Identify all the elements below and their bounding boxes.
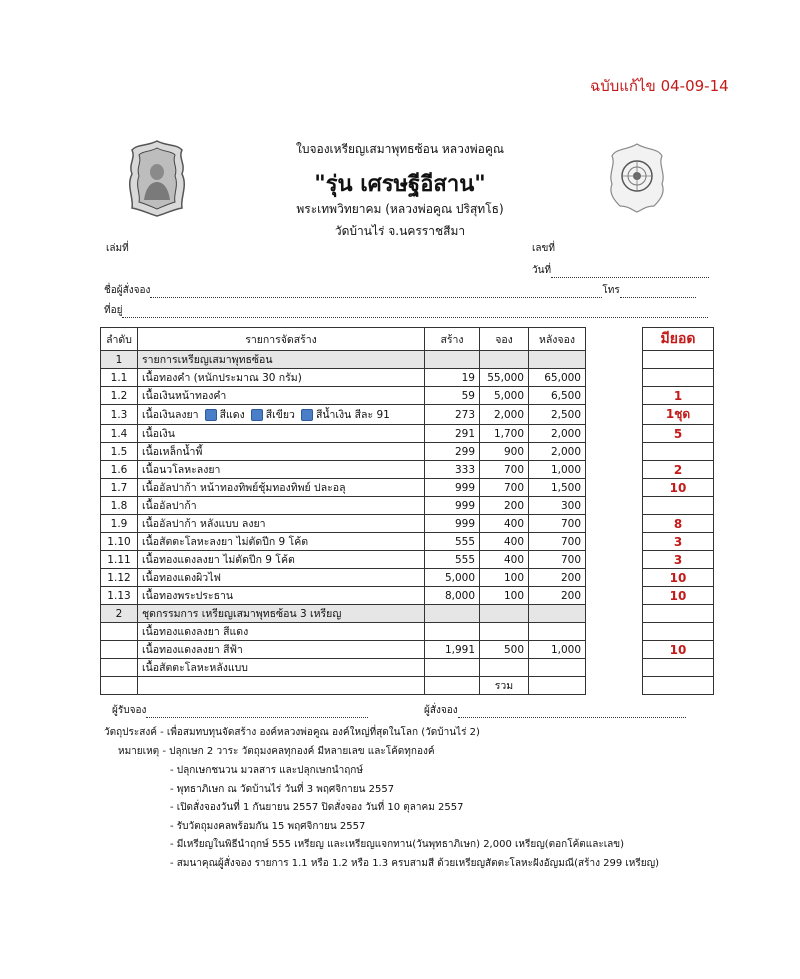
row-book: 1,700 (480, 425, 529, 443)
table-row (101, 479, 714, 497)
table-header-row (101, 328, 714, 351)
table-row (101, 587, 714, 605)
phone-label: โทร (602, 285, 620, 296)
row-number: 1.10 (101, 533, 138, 551)
row-number: 1.4 (101, 425, 138, 443)
row-gap (586, 351, 643, 369)
monk-name: พระเทพวิทยาคม (หลวงพ่อคูณ ปริสุทโธ) (296, 202, 504, 216)
row-after: 65,000 (529, 369, 586, 387)
row-book (480, 605, 529, 623)
row-number: 1.6 (101, 461, 138, 479)
table-row (101, 641, 714, 659)
color-checkbox[interactable] (205, 409, 217, 421)
row-item: เนื้อสัตตะโลหะลงยา ไม่ตัดปีก 9 โค้ต (138, 533, 425, 551)
row-count: 8 (643, 515, 714, 533)
row-book: 400 (480, 515, 529, 533)
row-count (643, 677, 714, 695)
col-header-book: จอง (480, 328, 529, 351)
col-header-no: ลำดับ (101, 328, 138, 351)
form-title: ใบจองเหรียญเสมาพุทธซ้อน หลวงพ่อคูณ (295, 142, 504, 156)
row-make (425, 351, 480, 369)
row-number: 1.9 (101, 515, 138, 533)
row-item: ชุดกรรมการ เหรียญเสมาพุทธซ้อน 3 เหรียญ (138, 605, 425, 623)
row-item: เนื้อทองแดงผิวไฟ (138, 569, 425, 587)
row-gap (586, 479, 643, 497)
row-item: เนื้อทองแดงลงยา สีฟ้า (138, 641, 425, 659)
row-item: เนื้อเงินหน้าทองคำ (138, 387, 425, 405)
row-number: 1.3 (101, 405, 138, 425)
name-field[interactable] (104, 283, 696, 298)
series-title: "รุ่น เศรษฐีอีสาน" (314, 172, 486, 197)
row-count: 10 (643, 641, 714, 659)
row-gap (586, 369, 643, 387)
row-after (529, 623, 586, 641)
row-after: 1,500 (529, 479, 586, 497)
row-item: เนื้ออัลปาก้า หน้าทองทิพย์ชุ้มทองทิพย์ ปละอลุ (138, 479, 425, 497)
row-number: 2 (101, 605, 138, 623)
row-book: 200 (480, 497, 529, 515)
note-item: - ปลุกเษกชนวน มวลสาร และปลุกเษกนำฤกษ์ (170, 765, 363, 776)
row-count: 5 (643, 425, 714, 443)
row-count (643, 605, 714, 623)
table-row (101, 387, 714, 405)
row-make: 5,000 (425, 569, 480, 587)
row-make: 555 (425, 533, 480, 551)
row-count: 1 (643, 387, 714, 405)
row-make: 999 (425, 515, 480, 533)
row-count: 1ชุด (643, 405, 714, 425)
row-gap (586, 425, 643, 443)
table-row (101, 623, 714, 641)
row-make (425, 659, 480, 677)
row-book: 2,000 (480, 405, 529, 425)
row-number: 1.8 (101, 497, 138, 515)
row-book: 100 (480, 587, 529, 605)
row-count: 2 (643, 461, 714, 479)
row-count: 10 (643, 479, 714, 497)
col-header-after: หลังจอง (529, 328, 586, 351)
book-field[interactable] (106, 241, 129, 256)
table-row (101, 605, 714, 623)
row-book: 100 (480, 569, 529, 587)
color-option-label: สีแดง (219, 409, 245, 421)
row-after: 200 (529, 569, 586, 587)
row-make: 273 (425, 405, 480, 425)
row-gap (586, 569, 643, 587)
date-label: วันที่ (532, 265, 552, 276)
row-make: 299 (425, 443, 480, 461)
row-after: 300 (529, 497, 586, 515)
row-book: 5,000 (480, 387, 529, 405)
table-row (101, 533, 714, 551)
row-item: รายการเหรียญเสมาพุทธซ้อน (138, 351, 425, 369)
row-book: 500 (480, 641, 529, 659)
row-gap (586, 551, 643, 569)
row-make: 291 (425, 425, 480, 443)
table-row (101, 405, 714, 425)
row-make (425, 677, 480, 695)
row-book: 400 (480, 533, 529, 551)
note-item: - สมนาคุณผู้สั่งจอง รายการ 1.1 หรือ 1.2 หรือ 1.3 ครบสามสี ด้วยเหรียญสัตตะโลหะฝังอัญมณี(สร้าง 299 เหรียญ) (170, 857, 660, 869)
row-after: 700 (529, 515, 586, 533)
table-row (101, 677, 714, 695)
row-after (529, 605, 586, 623)
row-count: 3 (643, 551, 714, 569)
row-number: 1.5 (101, 443, 138, 461)
row-gap (586, 443, 643, 461)
color-checkbox[interactable] (251, 409, 263, 421)
row-item: เนื้อสัตตะโลหะหลังแบบ (138, 659, 425, 677)
note-item: - พุทธาภิเษก ณ วัดบ้านไร่ วันที่ 3 พฤศจิกายน 2557 (170, 783, 395, 795)
row-after: 200 (529, 587, 586, 605)
revision-stamp: ฉบับแก้ไข 04-09-14 (590, 77, 729, 95)
row-item: เนื้อทองพระประธาน (138, 587, 425, 605)
row-make: 8,000 (425, 587, 480, 605)
row-after: 2,000 (529, 443, 586, 461)
receiver-signature[interactable] (112, 703, 368, 718)
row-count (643, 369, 714, 387)
row-gap (586, 387, 643, 405)
row-gap (586, 659, 643, 677)
date-field[interactable] (532, 263, 709, 278)
col-header-make: สร้าง (425, 328, 480, 351)
row-make (425, 605, 480, 623)
row-book: 700 (480, 479, 529, 497)
row-number: 1.7 (101, 479, 138, 497)
row-number: 1.11 (101, 551, 138, 569)
row-item: เนื้อทองแดงลงยา สีแดง (138, 623, 425, 641)
note-item: - มีเหรียญในพิธีนำฤกษ์ 555 เหรียญ และเหรียญแจกทาน(วันพุทธาภิเษก) 2,000 เหรียญ(ตอกโค้ตและเลข) (170, 839, 624, 850)
address-label: ที่อยู่ (104, 305, 123, 316)
row-book: 400 (480, 551, 529, 569)
row-item: เนื้อทองคำ (หนักประมาณ 30 กรัม) (138, 369, 425, 387)
table-row (101, 461, 714, 479)
table-row (101, 351, 714, 369)
row-number: 1.12 (101, 569, 138, 587)
row-after: 1,000 (529, 461, 586, 479)
row-after: 2,500 (529, 405, 586, 425)
orderer-label: ผู้สั่งจอง (424, 705, 458, 716)
row-count (643, 623, 714, 641)
receiver-label: ผู้รับจอง (112, 705, 147, 716)
row-after (529, 677, 586, 695)
table-row (101, 551, 714, 569)
col-header-gap (586, 328, 643, 351)
row-count: 10 (643, 569, 714, 587)
row-item (138, 677, 425, 695)
row-number (101, 623, 138, 641)
row-gap (586, 515, 643, 533)
row-number (101, 659, 138, 677)
row-number (101, 677, 138, 695)
color-option-label: สีเขียว (265, 409, 295, 421)
row-gap (586, 405, 643, 425)
row-book (480, 623, 529, 641)
col-header-item: รายการจัดสร้าง (138, 328, 425, 351)
name-label: ชื่อผู้สั่งจอง (104, 285, 151, 296)
row-after: 700 (529, 533, 586, 551)
book-label: เล่มที่ (106, 243, 129, 254)
purpose-note: วัตถุประสงค์ - เพื่อสมทบทุนจัดสร้าง องค์หลวงพ่อคูณ องค์ใหญ่ที่สุดในโลก (วัดบ้านไร่ 2) (104, 727, 480, 738)
row-make: 999 (425, 497, 480, 515)
number-field[interactable] (532, 241, 555, 256)
row-item: เนื้ออัลปาก้า หลังแบบ ลงยา (138, 515, 425, 533)
address-field[interactable] (104, 303, 708, 318)
row-count: 10 (643, 587, 714, 605)
row-gap (586, 677, 643, 695)
table-row (101, 369, 714, 387)
row-book: 700 (480, 461, 529, 479)
table-row (101, 497, 714, 515)
row-book: 900 (480, 443, 529, 461)
row-gap (586, 497, 643, 515)
table-row (101, 443, 714, 461)
row-number: 1.1 (101, 369, 138, 387)
row-make: 59 (425, 387, 480, 405)
row-after: 2,000 (529, 425, 586, 443)
row-number: 1.2 (101, 387, 138, 405)
row-after: 700 (529, 551, 586, 569)
temple-name: วัดบ้านไร่ จ.นครราชสีมา (334, 224, 466, 238)
order-table (100, 327, 714, 695)
row-item: เนื้อเงิน (138, 425, 425, 443)
total-label: รวม (480, 677, 529, 695)
row-after (529, 351, 586, 369)
number-label: เลขที่ (532, 243, 555, 254)
row-number (101, 641, 138, 659)
row-count (643, 659, 714, 677)
table-row (101, 515, 714, 533)
row-gap (586, 641, 643, 659)
note-item: - รับวัตถุมงคลพร้อมกัน 15 พฤศจิกายน 2557 (170, 820, 366, 832)
row-item: เนื้อเหล็กน้ำพี้ (138, 443, 425, 461)
row-count (643, 443, 714, 461)
row-gap (586, 623, 643, 641)
row-make: 19 (425, 369, 480, 387)
row-book (480, 351, 529, 369)
row-book: 55,000 (480, 369, 529, 387)
row-number: 1 (101, 351, 138, 369)
table-row (101, 659, 714, 677)
table-row (101, 569, 714, 587)
row-item (138, 405, 425, 425)
row-book (480, 659, 529, 677)
note-item: - เปิดสั่งจองวันที่ 1 กันยายน 2557 ปิดสั่งจอง วันที่ 10 ตุลาคม 2557 (170, 802, 464, 813)
remark-note: หมายเหตุ - ปลุกเษก 2 วาระ วัตถุมงคลทุกองค์ มีหลายเลข และโค้ดทุกองค์ (118, 746, 435, 757)
row-item: เนื้อนวโลหะลงยา (138, 461, 425, 479)
row-item-text: เนื้อเงินลงยา (142, 409, 199, 421)
color-option-label: สีน้ำเงิน สีละ 91 (315, 409, 390, 421)
row-count: 3 (643, 533, 714, 551)
row-item: เนื้อทองแดงลงยา ไม่ตัดปีก 9 โค้ต (138, 551, 425, 569)
table-row (101, 425, 714, 443)
row-count (643, 497, 714, 515)
color-checkbox[interactable] (301, 409, 313, 421)
orderer-signature[interactable] (424, 703, 686, 718)
row-make: 333 (425, 461, 480, 479)
row-number: 1.13 (101, 587, 138, 605)
row-make: 1,991 (425, 641, 480, 659)
row-gap (586, 533, 643, 551)
row-count (643, 351, 714, 369)
col-header-count: มียอด (643, 328, 714, 351)
row-gap (586, 461, 643, 479)
row-gap (586, 605, 643, 623)
row-after: 1,000 (529, 641, 586, 659)
row-after (529, 659, 586, 677)
row-make: 555 (425, 551, 480, 569)
row-after: 6,500 (529, 387, 586, 405)
row-make: 999 (425, 479, 480, 497)
row-make (425, 623, 480, 641)
row-gap (586, 587, 643, 605)
row-item: เนื้ออัลปาก้า (138, 497, 425, 515)
